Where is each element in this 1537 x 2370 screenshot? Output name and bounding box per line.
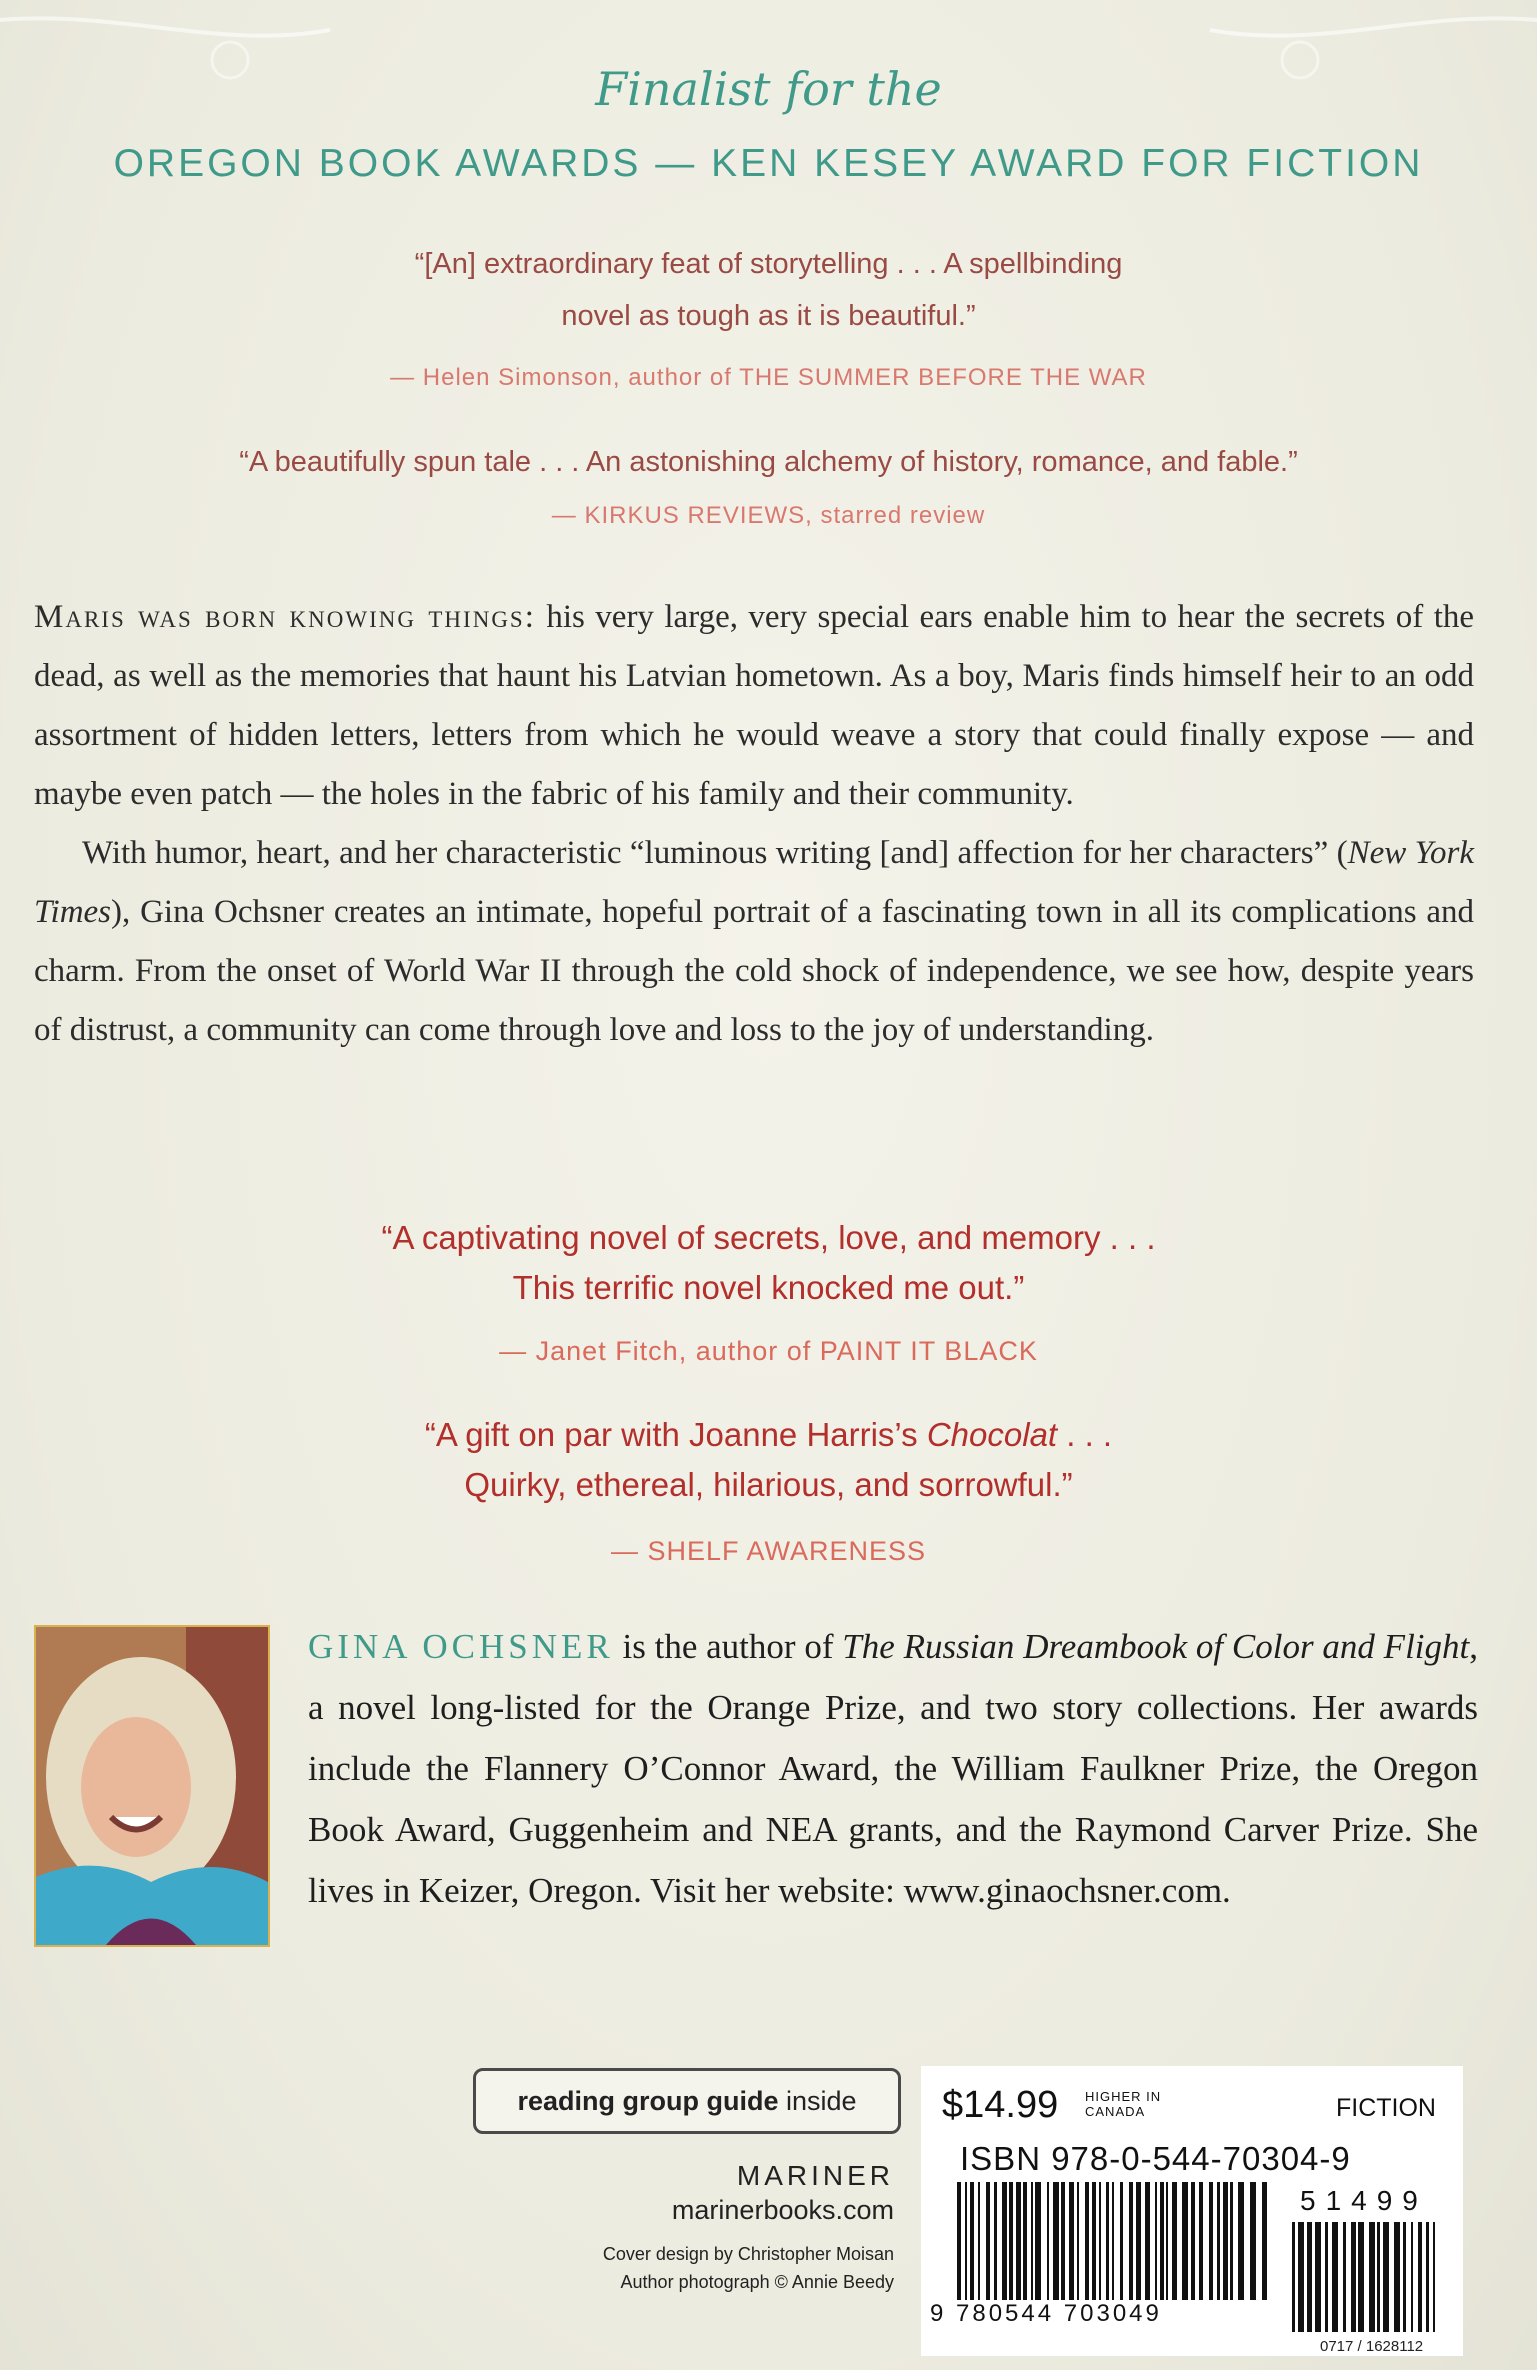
- barcode-bar: [1426, 2222, 1429, 2332]
- quote-shelf-awareness: [0, 1410, 1537, 1510]
- barcode-bar: [1069, 2182, 1074, 2300]
- barcode-bar: [1343, 2222, 1346, 2332]
- isbn: ISBN 978-0-544-70304-9: [960, 2140, 1351, 2177]
- quote-attribution: — KIRKUS REVIEWS, starred review: [551, 502, 986, 529]
- quote-line: “A captivating novel of secrets, love, and memory . . .: [381, 1219, 1156, 1256]
- barcode-bar: [1047, 2182, 1049, 2300]
- publisher-website: marinerbooks.com: [671, 2195, 894, 2225]
- barcode-bar: [1250, 2182, 1256, 2300]
- quote-attribution: — Helen Simonson, author of THE SUMMER BEFORE THE WAR: [390, 364, 1147, 391]
- barcode-bar: [1307, 2222, 1312, 2332]
- barcode-bar: [1418, 2222, 1422, 2332]
- barcode-bar: [957, 2182, 961, 2300]
- barcode-bar: [1217, 2182, 1220, 2300]
- barcode-bar: [1358, 2222, 1364, 2332]
- photo-credit: Author photograph © Annie Beedy: [620, 2272, 894, 2292]
- barcode-bar: [1238, 2182, 1244, 2300]
- barcode-bar: [1002, 2182, 1007, 2300]
- barcode-bar: [1031, 2182, 1033, 2300]
- barcode-bar: [1369, 2222, 1375, 2332]
- barcode-bar: [1106, 2182, 1109, 2300]
- barcode-bar: [1377, 2222, 1380, 2332]
- description-lead: Maris was born knowing things:: [34, 599, 536, 635]
- barcode-bar: [970, 2182, 974, 2300]
- barcode-bar: [1061, 2182, 1065, 2300]
- quote-attribution: — Janet Fitch, author of PAINT IT BLACK: [499, 1336, 1038, 1366]
- ean-barcode: [955, 2182, 1275, 2300]
- reading-group-guide-badge: reading group guide inside: [473, 2068, 901, 2134]
- quote-line: “A gift on par with Joanne Harris’s Chocolat . . .: [424, 1416, 1113, 1453]
- award-heading: OREGON BOOK AWARDS — KEN KESEY AWARD FOR FICTION: [113, 142, 1424, 185]
- barcode-bar: [1136, 2182, 1141, 2300]
- barcode-bar: [1166, 2182, 1168, 2300]
- quote-line: “A beautifully spun tale . . . An astonishing alchemy of history, romance, and fable.”: [239, 446, 1298, 478]
- price-code-digits: 51499: [1300, 2185, 1428, 2216]
- barcode-bar: [1077, 2182, 1079, 2300]
- price: $14.99: [942, 2084, 1059, 2126]
- barcode-bar: [1009, 2182, 1013, 2300]
- barcode-bar: [1160, 2182, 1164, 2300]
- barcode-bar: [965, 2182, 967, 2300]
- quote-line: This terrific novel knocked me out.”: [512, 1269, 1025, 1306]
- barcode-bar: [1120, 2182, 1123, 2300]
- barcode-bar: [1315, 2222, 1321, 2332]
- author-name: GINA OCHSNER: [308, 1627, 614, 1666]
- book-description: [34, 588, 1474, 1060]
- barcode-bar: [1403, 2222, 1406, 2332]
- publisher-name: MARINER: [736, 2160, 894, 2191]
- quote-attribution: — SHELF AWARENESS: [610, 1536, 927, 1566]
- barcode-bar: [994, 2182, 997, 2300]
- barcode-bar: [1145, 2182, 1150, 2300]
- price-note: HIGHER IN CANADA: [1085, 2089, 1162, 2119]
- barcode-bar: [1085, 2182, 1089, 2300]
- print-code: 0717 / 1628112: [1320, 2338, 1424, 2355]
- author-bio: GINA OCHSNER is the author of The Russian Dreambook of Color and Flight, a novel long-listed for the Orange Prize, and two story collections. Her awards include the Flannery O’Connor Award, the William Faulkner Prize, the Oregon Book Award, Guggenheim and NEA grants, and the Raymond Carver Prize. She lives in Keizer, Oregon. Visit her website: www.ginaochsner.com.: [308, 1627, 1478, 1910]
- description-paragraph: Maris was born knowing things: his very large, very special ears enable him to hear the secrets of the dead, as well as the memories that haunt his Latvian hometown. As a boy, Maris finds himself heir to an odd assortment of hidden letters, letters from which he would weave a story that could finally expose — and maybe even patch — the holes in the fabric of his family and their community.: [34, 599, 1475, 812]
- category-label: FICTION: [1336, 2094, 1436, 2122]
- quote-kirkus: [0, 436, 1537, 488]
- barcode-bar: [1332, 2222, 1338, 2332]
- description-paragraph: With humor, heart, and her characteristic “luminous writing [and] affection for her characters” (New York Times), Gina Ochsner creates an intimate, hopeful portrait of a fascinating town in all its complications and charm. From the onset of World War II through the cold shock of independence, we see how, despite years of distrust, a community can come through love and loss to the joy of understanding.: [34, 835, 1474, 1048]
- barcode-bar: [1155, 2182, 1157, 2300]
- barcode-bar: [1351, 2222, 1356, 2332]
- barcode-bar: [1394, 2222, 1400, 2332]
- barcode-bar: [986, 2182, 990, 2300]
- barcode-bar: [1191, 2182, 1195, 2300]
- barcode-bar: [1092, 2182, 1096, 2300]
- barcode-bar: [1035, 2182, 1041, 2300]
- barcode-bar: [1099, 2182, 1101, 2300]
- barcode-bar: [1223, 2182, 1228, 2300]
- author-photo: [34, 1625, 270, 1947]
- barcode-bar: [978, 2182, 980, 2300]
- barcode-bar: [1199, 2182, 1203, 2300]
- ean-digits: 9 780544 703049: [930, 2300, 1162, 2327]
- author-portrait-icon: [36, 1627, 268, 1945]
- barcode-bar: [1023, 2182, 1027, 2300]
- barcode-bar: [1433, 2222, 1435, 2332]
- barcode-bar: [1209, 2182, 1213, 2300]
- barcode-bar: [1129, 2182, 1133, 2300]
- barcode-bar: [1230, 2182, 1233, 2300]
- quote-simonson: [0, 238, 1537, 342]
- quote-line: Quirky, ethereal, hilarious, and sorrowful.”: [464, 1466, 1073, 1503]
- barcode-bar: [1016, 2182, 1021, 2300]
- barcode-bar: [1053, 2182, 1059, 2300]
- quote-line: “[An] extraordinary feat of storytelling . . . A spellbinding: [414, 248, 1123, 280]
- barcode-bar: [1292, 2222, 1295, 2332]
- barcode-bar: [1325, 2222, 1328, 2332]
- barcode-bar: [1298, 2222, 1304, 2332]
- finalist-heading: Finalist for the: [595, 62, 942, 116]
- cover-credit: Cover design by Christopher Moisan: [602, 2244, 894, 2264]
- barcode-bar: [1182, 2182, 1188, 2300]
- barcode-bar: [1112, 2182, 1114, 2300]
- barcode-bar: [1411, 2222, 1413, 2332]
- quote-fitch: [0, 1213, 1537, 1313]
- barcode-bar: [1383, 2222, 1389, 2332]
- quote-line: novel as tough as it is beautiful.”: [561, 300, 976, 332]
- book-title: The Russian Dreambook of Color and Flight: [842, 1627, 1470, 1666]
- barcode-bar: [1262, 2182, 1267, 2300]
- price-barcode: [1290, 2222, 1440, 2332]
- barcode-bar: [1172, 2182, 1177, 2300]
